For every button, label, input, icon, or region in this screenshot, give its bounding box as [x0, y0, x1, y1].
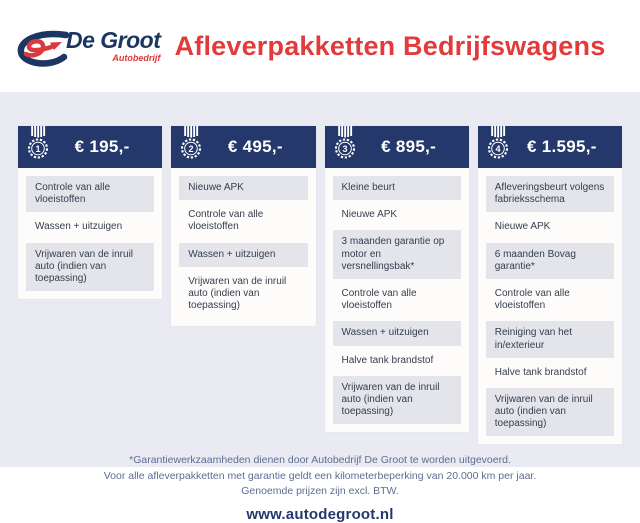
content-band: [0, 92, 640, 523]
svg-text:1: 1: [35, 144, 41, 154]
package-4-items: [478, 168, 622, 444]
package-card-3: [325, 126, 469, 432]
package-item: Controle van alle vloeistoffen: [341, 287, 417, 312]
package-card-2: [171, 126, 315, 326]
page-header: [0, 0, 640, 92]
package-2-price: € 495,-: [227, 137, 283, 156]
package-item: Wassen + uitzuigen: [35, 221, 123, 233]
package-1-items: [18, 168, 162, 299]
package-item: Nieuwe APK: [341, 209, 398, 221]
package-item: Vrijwaren van de inruil auto (indien van toepassing): [26, 243, 154, 292]
package-item: Controle van alle vloeistoffen: [494, 287, 570, 312]
package-item: Reiniging van het in/exterieur: [486, 321, 614, 357]
package-item: Controle van alle vloeistoffen: [188, 209, 264, 233]
package-item: 3 maanden garantie op motor en versnellingsbak*: [333, 230, 461, 279]
disclaimer: [18, 453, 622, 499]
package-4-header: [478, 126, 622, 168]
package-3-items: [325, 168, 469, 432]
logo-subtitle: Autobedrijf: [112, 53, 161, 63]
package-item: Nieuwe APK: [179, 176, 307, 200]
disclaimer-line-3: Genoemde prijzen zijn excl. BTW.: [241, 484, 399, 497]
package-item: Nieuwe APK: [494, 221, 551, 233]
svg-text:3: 3: [341, 144, 348, 154]
company-logo: [14, 19, 166, 73]
package-item: Vrijwaren van de inruil auto (indien van toepassing): [188, 275, 287, 312]
package-item: Vrijwaren van de inruil auto (indien van toepassing): [486, 388, 614, 437]
medal-2-icon: [178, 126, 204, 164]
packages-row: [18, 126, 622, 444]
website-url[interactable]: www.autodegroot.nl: [246, 506, 394, 523]
package-4-price: € 1.595,-: [526, 137, 597, 156]
package-item: Vrijwaren van de inruil auto (indien van toepassing): [333, 376, 461, 425]
package-3-price: € 895,-: [381, 137, 437, 156]
package-item: 6 maanden Bovag garantie*: [486, 243, 614, 279]
package-1-price: € 195,-: [74, 137, 130, 156]
package-card-1: [18, 126, 162, 299]
disclaimer-line-1: *Garantiewerkzaamheden dienen door Autobedrijf De Groot te worden uitgevoerd.: [129, 454, 511, 467]
svg-text:4: 4: [495, 144, 501, 154]
medal-1-icon: [25, 126, 51, 164]
package-item: Halve tank brandstof: [494, 366, 587, 378]
package-item: Controle van alle vloeistoffen: [26, 176, 154, 212]
package-2-header: [171, 126, 315, 168]
medal-4-icon: [485, 126, 511, 164]
package-card-4: [478, 126, 622, 444]
package-item: Wassen + uitzuigen: [333, 321, 461, 345]
logo-company-name: De Groot: [66, 27, 161, 53]
package-1-header: [18, 126, 162, 168]
package-item: Wassen + uitzuigen: [179, 243, 307, 267]
package-item: Halve tank brandstof: [341, 354, 434, 366]
package-2-items: [171, 168, 315, 326]
package-item: Kleine beurt: [333, 176, 461, 200]
disclaimer-line-2: Voor alle afleverpakketten met garantie geldt een kilometerbeperking van 20.000 km per jaar.: [103, 469, 537, 482]
package-item: Afleveringsbeurt volgens fabrieksschema: [486, 176, 614, 212]
package-3-header: [325, 126, 469, 168]
logo-text: [66, 29, 160, 63]
svg-text:2: 2: [188, 144, 194, 154]
medal-3-icon: [332, 126, 358, 164]
page-title: Afleverpakketten Bedrijfswagens: [174, 30, 606, 61]
